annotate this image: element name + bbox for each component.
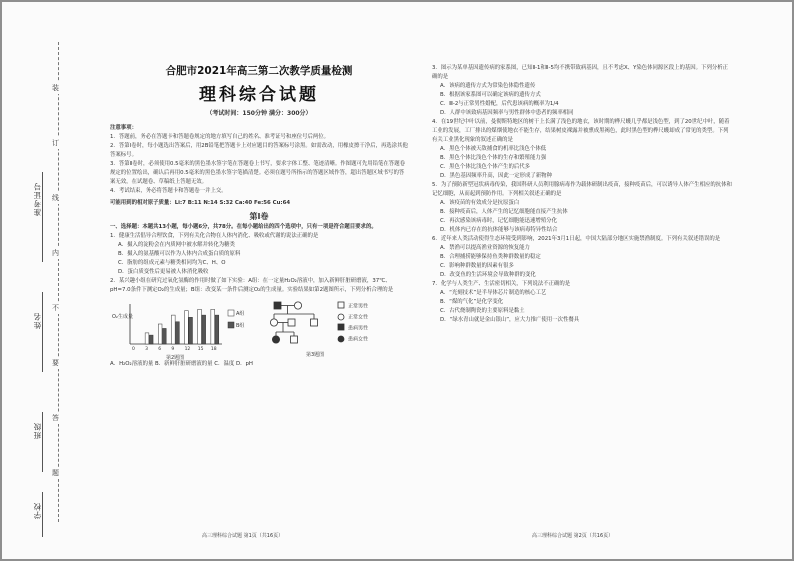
answer-option: A．该疫苗的有效成分是抗原蛋白 — [440, 200, 520, 206]
fig2-bar-chart — [110, 298, 258, 360]
bar-B组 — [162, 328, 166, 344]
y-axis-label: O₂生成量 — [112, 314, 133, 320]
answer-option: C．Ⅲ-2与正常男性婚配，后代患该病的概率为1/4 — [440, 101, 559, 107]
cut-char: 答 — [52, 414, 59, 422]
answer-option: B．根据该家系图可以确定该病的遗传方式 — [440, 92, 541, 98]
cut-char: 要 — [52, 359, 59, 367]
pedigree-female — [294, 302, 301, 309]
pedigree-male — [311, 319, 318, 326]
label-exam-number: 准考证号 — [33, 182, 42, 216]
answer-option: B．接种疫苗后，人体产生的记忆细胞能直接产生抗体 — [440, 209, 568, 215]
cut-char: 线 — [52, 194, 59, 202]
label-school: 学校 — [33, 502, 42, 519]
answer-option: A．黑色个体被天敌捕食的机率比浅色个体低 — [440, 146, 547, 152]
bar-A组 — [145, 333, 149, 344]
legend-label: 正常男性 — [348, 303, 369, 310]
x-tick-label: 0 — [132, 347, 135, 352]
answer-option: D．机体内已存在的抗体能够与该病毒特异性结合 — [440, 227, 558, 233]
question-text: 7．化学与人类生产、生活密切相关，下列说法不正确的是 — [432, 281, 571, 287]
note-item: 4．考试结束，务必将答题卡和答题卷一并上交。 — [110, 188, 227, 194]
answer-option: A．该病的遗传方式为常染色体隐性遗传 — [440, 83, 536, 89]
left-page — [110, 57, 408, 369]
question-text: 5．为了预防新型冠状病毒传染，我国科研人员利用腺病毒作为载体研制出疫苗，接种疫苗后，可以诱导人体产生相应的抗体和记忆细胞，从而起到预防作用。下列相关叙述正确的是 — [432, 182, 732, 197]
pedigree-affected-male — [274, 302, 281, 309]
legend-label: B组 — [236, 323, 245, 329]
legend-affected-female-swatch — [338, 336, 344, 342]
label-class: 班级 — [33, 422, 42, 439]
x-tick-label: 3 — [145, 347, 149, 352]
cut-char: 内 — [52, 249, 59, 257]
figures-row — [110, 298, 408, 360]
x-tick-label: 6 — [158, 347, 162, 352]
answer-option: C．再次感染该病毒时，记忆细胞能迅速增殖分化 — [440, 218, 557, 224]
q2-options: A．H₂O₂溶液的量 B．新鲜肝脏研磨液的量 C．温度 D．pH — [110, 361, 253, 367]
bar-B组 — [176, 322, 180, 344]
exam-header: 合肥市2021年高三第二次教学质量检测 — [165, 65, 353, 77]
class-underline — [42, 412, 43, 472]
question-text: 4．在19世纪中叶以前，曼彻斯特地区的树干上长满了浅色的地衣，该时期的桦尺蠖几乎都是浅色型，到了20世纪中叶，随着工业的发展，工厂排出的煤烟使地衣不能生存，结果树皮裸露并被熏成黑褐色，此时黑色型的桦尺蠖却成了常见的类型。下列有关工业黑化现象的叙述正确的是 — [432, 119, 730, 143]
bar-A组 — [198, 309, 202, 344]
right-page-footer: 高三理科综合试题 第2页（共16页） — [532, 533, 614, 539]
q1-option: B．摄入的氨基酸可以作为人体内合成蛋白质的原料 — [118, 251, 241, 257]
answer-option: D．人群中该致病基因频率与男性群体中患者的频率相同 — [440, 110, 574, 116]
bar-B组 — [189, 317, 193, 344]
legend-normal-male-swatch — [338, 302, 344, 308]
legend-affected-male-swatch — [338, 324, 344, 330]
answer-option: D．改变鱼的生活环境会导致种群的变化 — [440, 272, 536, 278]
question-text: 3．图示为某单基因遗传病的家系图，已知Ⅱ-1和Ⅱ-5均不携带致病基因，且不考虑X、Y染色体同源区段上的基因。下列分析正确的是 — [432, 65, 729, 80]
answer-option: A．“光刻技术”是半导体芯片制造的核心工艺 — [440, 290, 547, 296]
cut-char: 装 — [52, 84, 59, 92]
notes-title: 注意事项： — [110, 125, 137, 131]
answer-option: B．合理捕捞能够保持鱼类种群数量的稳定 — [440, 254, 541, 260]
exam-title: 理科综合试题 — [199, 85, 319, 105]
pedigree-affected-female — [272, 336, 279, 343]
cut-char: 不 — [52, 304, 59, 312]
question-2: 2．某兴趣小组在研究过氧化氢酶的作用时做了如下实验：A组：在一定量H₂O₂溶液中，加入新鲜肝脏研磨液，37℃、pH=7.0条件下测定O₂的生成量；B组：改变某一条件后测定O₂的生成量。实验结果如第2题图所示，下列分析合理的是 — [110, 278, 394, 293]
legend-swatch — [228, 322, 234, 328]
bar-B组 — [149, 335, 153, 344]
answer-option: C．古代烧制陶瓷的主要原料是黏土 — [440, 308, 525, 314]
legend-label: 患病女性 — [348, 336, 369, 343]
section-heading: 第Ⅰ卷 — [249, 212, 269, 221]
answer-option: C．影响种群数量的因素有很多 — [440, 263, 514, 269]
legend-label: A组 — [236, 311, 245, 317]
fig2-caption: 第2题图 — [166, 355, 185, 360]
bar-B组 — [215, 315, 219, 344]
cut-char: 订 — [52, 139, 59, 147]
legend-normal-female-swatch — [338, 314, 344, 320]
answer-option: C．黑色个体比浅色个体产生的后代多 — [440, 164, 531, 170]
answer-option: A．禁渔可以提高渔业资源的恢复能力 — [440, 245, 530, 251]
x-tick-label: 12 — [184, 347, 191, 352]
x-tick-label: 9 — [171, 347, 175, 352]
left-page-footer: 高三理科综合试题 第1页（共16页） — [202, 533, 284, 539]
pedigree-male — [291, 336, 298, 343]
label-name: 姓名 — [33, 312, 42, 329]
cut-line — [58, 42, 59, 522]
note-item: 3．答第Ⅱ卷时，必须使用0.5毫米的黑色墨水签字笔在答题卷上书写，要求字体工整、笔迹清晰。作图题可先用铅笔在答题卷规定的位置绘出，确认后再用0.5毫米的黑色墨水签字笔描清楚。必须在题号所指示的答题区域作答，超出答题区域书写的答案无效，在试题卷、草稿纸上答题无效。 — [110, 161, 405, 185]
pedigree-male — [288, 319, 295, 326]
atomic-masses: 可能用到的相对原子质量：Li:7 B:11 N:14 S:32 Ca:40 Fe:56 Cu:64 — [110, 200, 291, 206]
bar-A组 — [171, 315, 175, 344]
cut-char: 题 — [52, 469, 59, 477]
note-item: 2．答第Ⅰ卷时，每小题选出答案后，用2B铅笔把答题卡上对应题目的答案标号涂黑。如需改动，用橡皮擦干净后，再选涂其他答案标号。 — [110, 143, 408, 158]
bar-A组 — [158, 324, 162, 344]
right-page — [432, 64, 732, 325]
question-text: 6．近年来人类活动使得生态环境受到影响，2021年3月1日起，中国大陆部分地区实施禁渔制度。下列有关叙述错误的是 — [432, 236, 721, 242]
q1-option: C．脂肪的组成元素与糖类相同均为C、H、O — [118, 260, 226, 266]
fig3-pedigree — [266, 298, 408, 360]
legend-swatch — [228, 310, 234, 316]
choice-intro: 一、选择题：本题共13小题，每小题6分，共78分。在每小题给出的四个选项中，只有一项是符合题目要求的。 — [110, 224, 377, 230]
bar-A组 — [185, 311, 189, 344]
q1-option: D．蛋白质变性后更易被人体消化吸收 — [118, 269, 209, 275]
exam-info: （考试时间：150分钟 满分：300分） — [206, 110, 312, 117]
pedigree-female — [270, 319, 277, 326]
x-tick-label: 18 — [210, 347, 217, 352]
question-1: 1．健康生活倡导合理饮食，下列有关化合物在人体内消化、吸收或代谢的说法正确的是 — [110, 233, 319, 239]
q1-option: A．摄入的淀粉会在内质网中被水解并转化为糖类 — [118, 242, 235, 248]
x-tick-label: 15 — [197, 347, 204, 352]
fig3-caption: 第3题图 — [306, 352, 325, 358]
legend-label: 正常女性 — [348, 314, 369, 321]
answer-option: D．“绿水青山就是金山银山”，应大力推广使用一次性餐具 — [440, 317, 580, 323]
name-underline — [42, 292, 43, 372]
answer-option: B．“煤的气化”是化学变化 — [440, 299, 504, 305]
bar-B组 — [202, 315, 206, 344]
scanned-exam-page — [2, 2, 792, 559]
bar-A组 — [211, 309, 215, 344]
binding-margin — [6, 2, 74, 559]
answer-option: B．黑色个体比浅色个体的生存和繁殖能力强 — [440, 155, 547, 161]
legend-label: 患病男性 — [348, 325, 369, 332]
answer-option: D．黑色基因频率升高，因此一定形成了新物种 — [440, 173, 552, 179]
note-item: 1．答题前，务必在答题卡和答题卷规定的地方填写自己的姓名、准考证号和座位号后两位。 — [110, 134, 330, 140]
